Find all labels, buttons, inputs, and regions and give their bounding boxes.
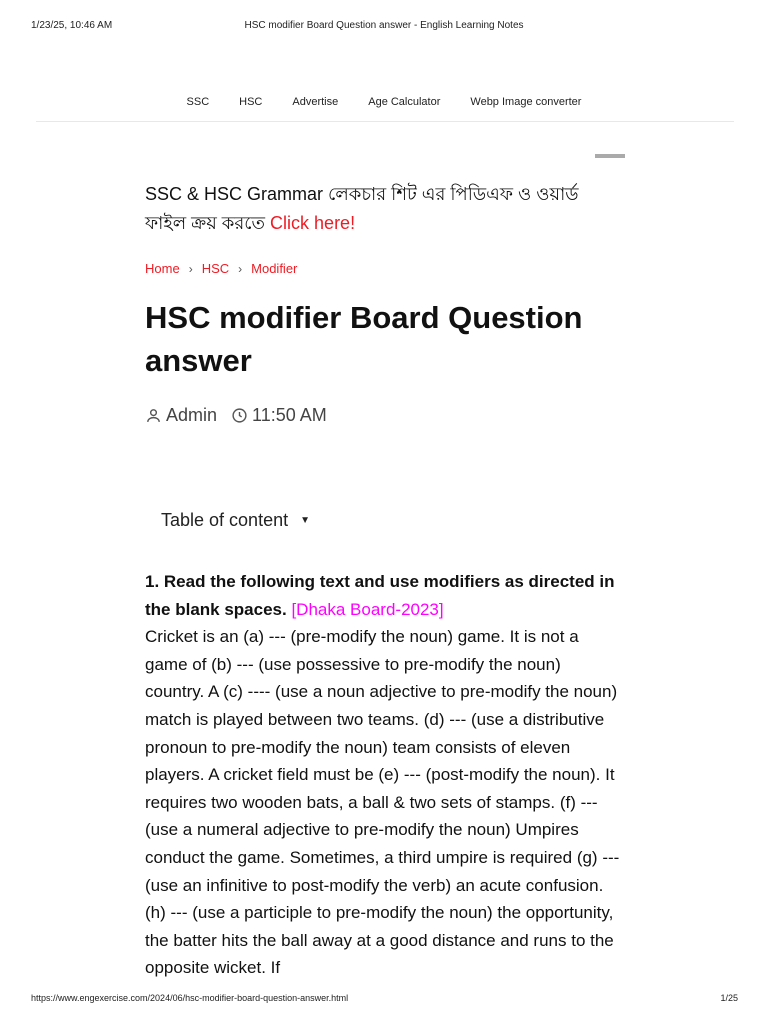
breadcrumb-home[interactable]: Home	[145, 261, 180, 276]
post-time: 11:50 AM	[252, 405, 327, 425]
chevron-right-icon: ›	[188, 261, 193, 276]
article-body	[145, 568, 623, 982]
nav-item-age-calculator[interactable]: Age Calculator	[368, 96, 441, 108]
caret-down-icon: ▼	[300, 515, 310, 526]
nav-item-ssc[interactable]: SSC	[186, 96, 210, 108]
user-icon	[145, 407, 162, 424]
board-tag: [Dhaka Board-2023]	[291, 599, 444, 619]
nav-item-hsc[interactable]: HSC	[239, 96, 263, 108]
nav-item-webp-converter[interactable]: Webp Image converter	[470, 96, 582, 108]
question-text: 1. Read the following text and use modifiers as directed in the blank spaces.	[145, 572, 615, 619]
table-of-content-toggle[interactable]	[161, 510, 310, 531]
toc-label: Table of content	[161, 510, 289, 530]
promo-banner	[145, 180, 615, 238]
top-nav	[0, 96, 768, 108]
print-datetime: 1/23/25, 10:46 AM	[31, 20, 113, 31]
post-author[interactable]: Admin	[166, 405, 218, 425]
print-url: https://www.engexercise.com/2024/06/hsc-modifier-board-question-answer.html	[31, 993, 349, 1003]
breadcrumb-modifier[interactable]: Modifier	[251, 261, 298, 276]
breadcrumb-hsc[interactable]: HSC	[201, 261, 230, 276]
print-page-title: HSC modifier Board Question answer - English Learning Notes	[244, 20, 524, 31]
nav-item-advertise[interactable]: Advertise	[292, 96, 339, 108]
promo-text: SSC & HSC Grammar লেকচার শিট এর পিডিএফ ও ওয়ার্ড ফাইল ক্রয় করতে	[145, 184, 579, 233]
breadcrumb	[145, 261, 297, 276]
passage-text: Cricket is an (a) --- (pre-modify the noun) game. It is not a game of (b) --- (use possessive to pre-modify the noun) country. A (c) ---- (use a noun adjective to pre-modify the noun) match is played between two teams. (d) --- (use a distributive pronoun to pre-modify the noun) team consists of eleven players. A cricket field must be (e) --- (post-modify the noun). It requires two wooden bats, a ball & two sets of stamps. (f) --- (use a numeral adjective to pre-modify the noun) Umpires conduct the game. Sometimes, a third umpire is required (g) --- (use an infinitive to post-modify the verb) an acute confusion. (h) --- (use a participle to pre-modify the noun) the opportunity, the batter hits the ball away at a good distance and runs to the opposite wicket. If	[145, 627, 620, 978]
chevron-right-icon: ›	[238, 261, 243, 276]
post-title: HSC modifier Board Question answer	[145, 300, 583, 378]
menu-handle-icon[interactable]	[595, 154, 625, 158]
nav-divider	[36, 121, 734, 122]
clock-icon	[231, 407, 248, 424]
post-meta	[145, 405, 327, 426]
promo-link[interactable]: Click here!	[270, 213, 356, 233]
print-page-number: 1/25	[720, 993, 738, 1003]
